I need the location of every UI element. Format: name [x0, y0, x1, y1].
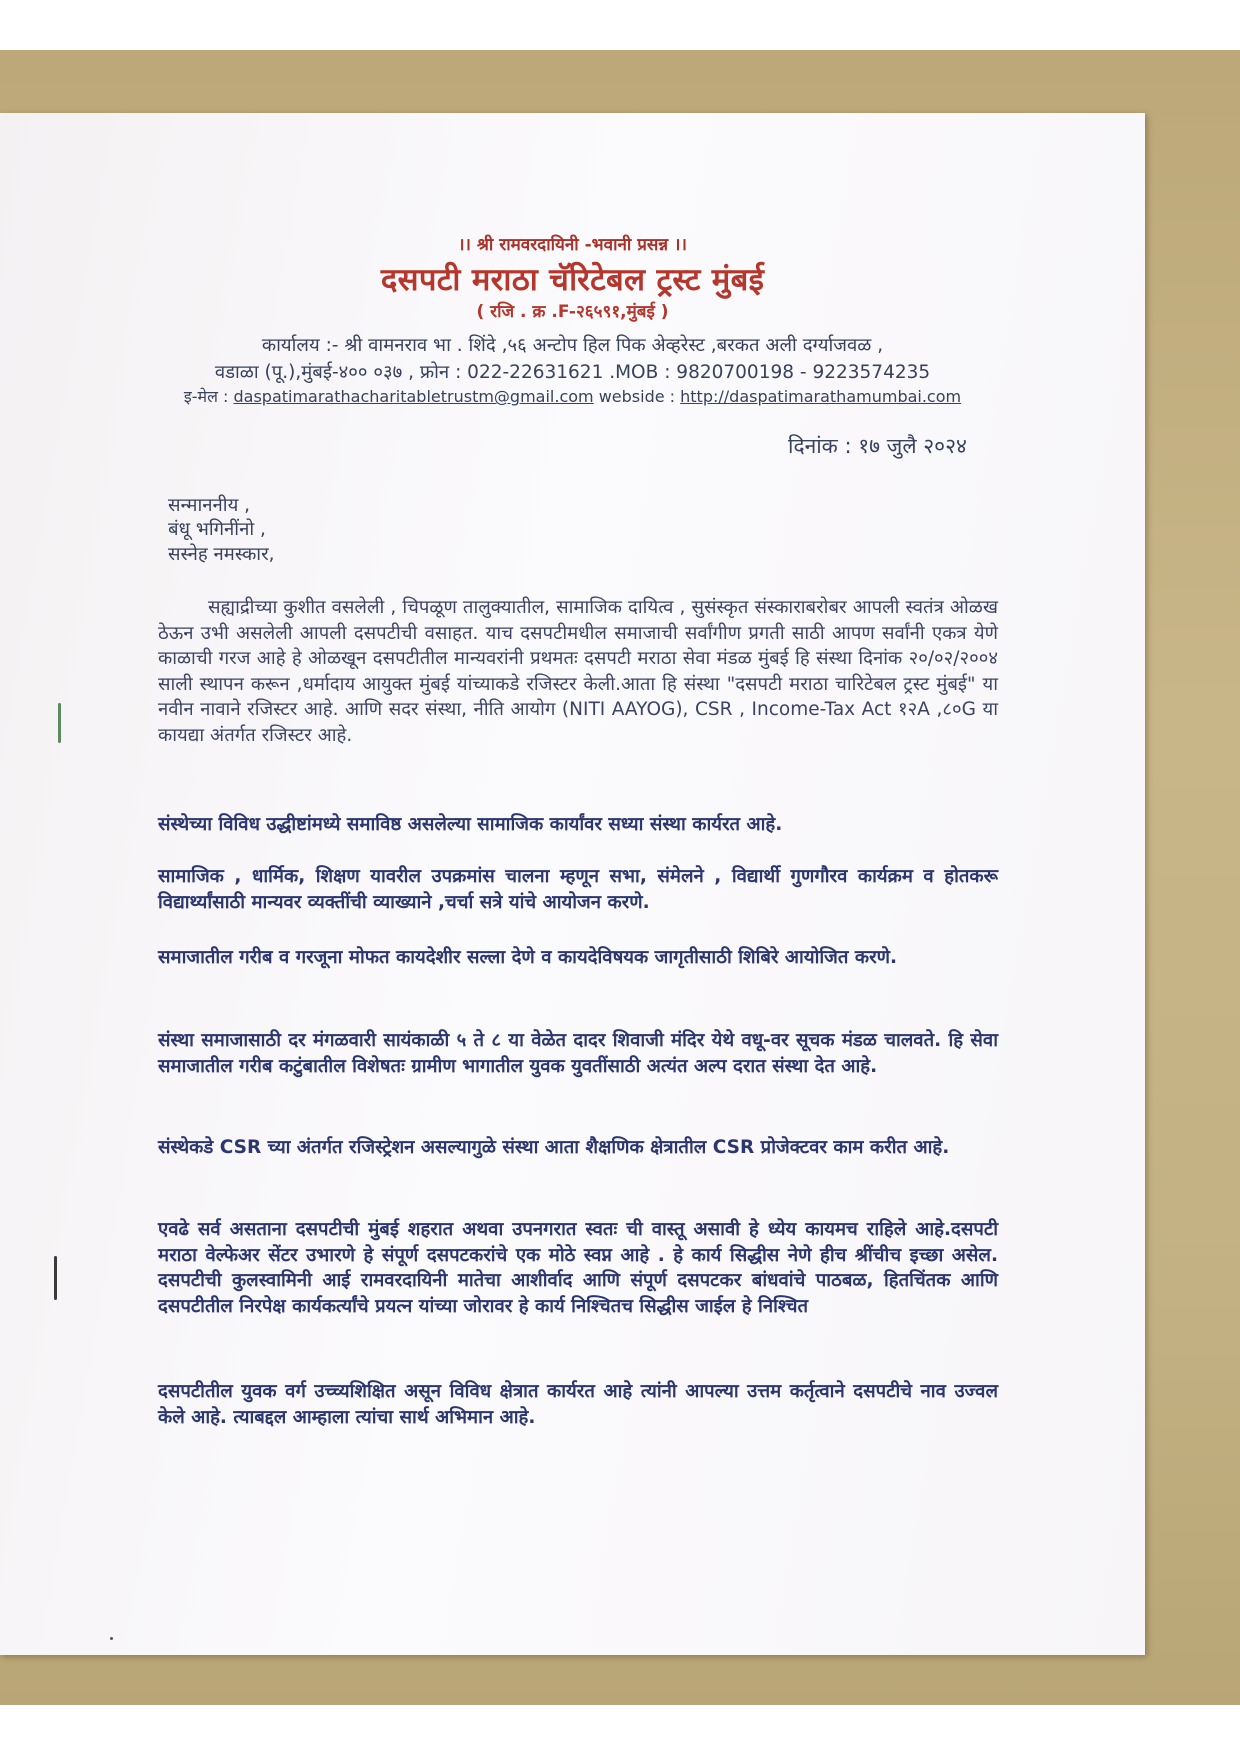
website-link[interactable]: http://daspatimarathamumbai.com [680, 387, 962, 406]
letter-date: दिनांक : १७ जुलै २०२४ [788, 434, 967, 458]
paragraph-welfare-center: एवढे सर्व असताना दसपटीची मुंबई शहरात अथवा उपनगरात स्वतः ची वास्तू असावी हे ध्येय कायमच राहिले आहे.दसपटी मराठा वेल्फेअर सेंटर उभारणे हे संपूर्ण दसपटकरांचे एक मोठे स्वप्न आहे . हे कार्य सिद्धीस नेणे हीच श्रींचीच इच्छा असेल. दसपटीची कुलस्वामिनी आई रामवरदायिनी मातेचा आशीर्वाद आणि संपूर्ण दसपटकर बांधवांचे पाठबळ, हितचिंतक आणि दसपटीतील निरपेक्ष कार्यकर्त्यांचे प्रयत्न यांच्या जोरावर हे कार्य निश्चितच सिद्धीस जाईल हे निश्चित [158, 1219, 998, 1317]
punch-hole-mark [54, 1256, 57, 1300]
email-website-line [0, 385, 1145, 407]
registration-number: ( रजि . क्र .F-२६५९१,मुंबई ) [476, 302, 669, 322]
paragraph-intro: सह्याद्रीच्या कुशीत वसलेली , चिपळूण तालुक्यातील, सामाजिक दायित्व , सुसंस्कृत संस्काराबरोबर आपली स्वतंत्र ओळख ठेऊन उभी असलेली आपली दसपटीची वसाहत. याच दसपटीमधील समाजाची सर्वांगीण प्रगती साठी आपण सर्वांनी एकत्र येणे काळाची गरज आहे हे ओळखून दसपटीतील मान्यवरांनी प्रथमतः दसपटी मराठा सेवा मंडळ मुंबई हि संस्था दिनांक २०/०२/२००४ साली स्थापन करून ,धर्मादाय आयुक्त मुंबई यांच्याकडे रजिस्टर केली.आता हि संस्था "दसपटी मराठा चारिटेबल ट्रस्ट मुंबई" या नवीन नावाने रजिस्टर आहे. आणि सदर संस्था, नीति आयोग (NITI AAYOG), CSR , Income-Tax Act १२A ,८०G या कायद्या अंतर्गत रजिस्टर आहे. [158, 597, 998, 746]
organization-name: दसपटी मराठा चॅरिटेबल ट्रस्ट मुंबई [380, 262, 765, 298]
paragraph-matrimony: संस्था समाजासाठी दर मंगळवारी सायंकाळी ५ ते ८ या वेळेत दादर शिवाजी मंदिर येथे वधू-वर सूचक मंडळ चालवते. हि सेवा समाजातील गरीब कटुंबातील विशेषतः ग्रामीण भागातील युवक युवतींसाठी अत्यंत अल्प दरात संस्था देत आहे. [158, 1030, 998, 1077]
paper-speck [110, 1637, 113, 1640]
salutation-line: बंधू भगिनींनो , [168, 519, 266, 540]
email-link[interactable]: daspatimarathacharitabletrustm@gmail.com [233, 387, 594, 406]
paragraph-events: सामाजिक , धार्मिक, शिक्षण यावरील उपक्रमांस चालना म्हणून सभा, संमेलने , विद्यार्थी गुणगौरव कार्यक्रम व होतकरू विद्यार्थ्यांसाठी मान्यवर व्यक्तींची व्याख्याने ,चर्चा सत्रे यांचे आयोजन करणे. [158, 866, 998, 913]
salutation-line: सन्माननीय , [168, 495, 251, 516]
office-contact-line: वडाळा (पू.),मुंबई-४०० ०३७ , फ्रोन : 022-22631621 .MOB : 9820700198 - 9223574235 [214, 362, 931, 383]
paragraph-csr: संस्थेकडे CSR च्या अंतर्गत रजिस्ट्रेशन असल्यागुळे संस्था आता शैक्षणिक क्षेत्रातील CSR प्रोजेक्टवर काम करीत आहे. [158, 1137, 950, 1158]
office-address-line: कार्यालय :- श्री वामनराव भा . शिंदे ,५६ अन्टोप हिल पिक अेव्हरेस्ट ,बरकत अली दर्ग्याजवळ , [261, 335, 884, 356]
paragraph-legal-aid: समाजातील गरीब व गरजूना मोफत कायदेशीर सल्ला देणे व कायदेविषयक जागृतीसाठी शिबिरे आयोजित करणे. [158, 947, 898, 968]
salutation-line: सस्नेह नमस्कार, [168, 544, 275, 565]
website-label: webside : [593, 387, 681, 406]
paragraph-youth: दसपटीतील युवक वर्ग उच्च्यशिक्षित असून विविध क्षेत्रात कार्यरत आहे त्यांनी आपल्या उत्तम कर्तृत्वाने दसपटीचे नाव उज्वल केले आहे. त्याबद्दल आम्हाला त्यांचा सार्थ अभिमान आहे. [158, 1381, 998, 1428]
email-label: इ-मेल : [183, 387, 234, 406]
blessing-line: ।। श्री रामवरदायिनी -भवानी प्रसन्न ।। [458, 235, 687, 255]
punch-hole-mark [58, 703, 61, 743]
paragraph-objectives: संस्थेच्या विविध उद्धीष्टांमध्ये समाविष्ठ असलेल्या सामाजिक कार्यांवर सध्या संस्था कार्यरत आहे. [158, 814, 783, 835]
